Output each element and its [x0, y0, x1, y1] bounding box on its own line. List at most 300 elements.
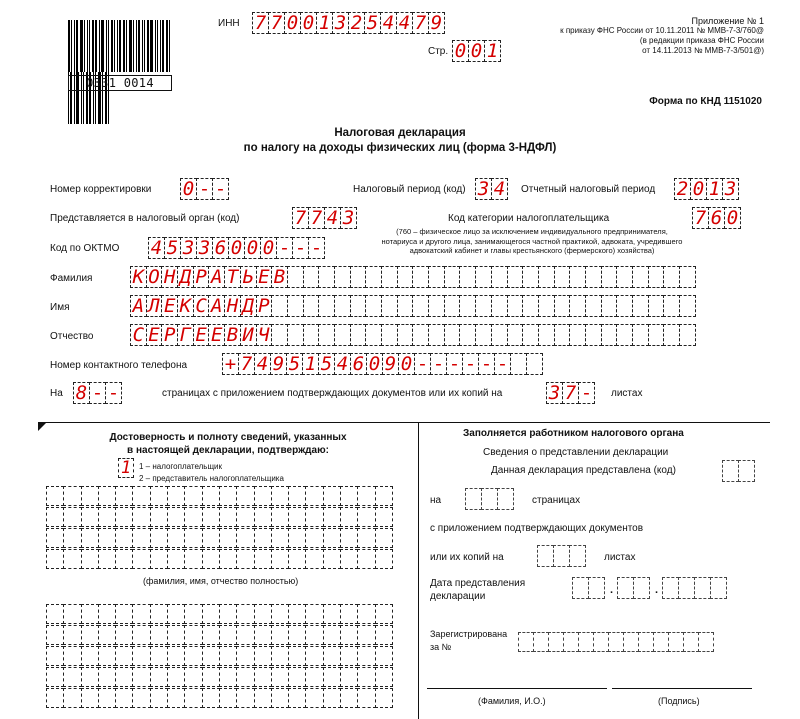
date-label-line: декларации — [430, 591, 486, 602]
char-cell — [491, 324, 508, 346]
char-cell — [202, 625, 220, 645]
barcode-bar — [101, 20, 104, 72]
char-cell — [638, 632, 654, 652]
char-cell — [350, 266, 367, 288]
char-cell — [608, 632, 624, 652]
char-cell — [271, 324, 288, 346]
char-cell: 4 — [491, 178, 508, 200]
date-label — [430, 577, 525, 603]
char-cell — [340, 646, 358, 666]
char-cell — [184, 646, 202, 666]
appendix-line: от 14.11.2013 № ММВ-7-3/501@) — [642, 46, 764, 55]
pages-field[interactable] — [73, 382, 121, 404]
inn-label: ИНН — [218, 18, 240, 29]
char-cell — [601, 295, 618, 317]
page-number-field[interactable] — [452, 40, 500, 62]
char-cell — [132, 625, 150, 645]
char-cell — [254, 528, 272, 548]
char-cell: 2 — [674, 178, 691, 200]
barcode-bar — [126, 20, 127, 72]
char-cell — [340, 625, 358, 645]
appendix-line: к приказу ФНС России от 10.11.2011 № ММВ-7-3/760@ — [560, 26, 764, 35]
char-cell — [236, 507, 254, 527]
char-cell — [150, 507, 168, 527]
char-cell — [288, 625, 306, 645]
char-cell — [475, 266, 492, 288]
char-cell: 7 — [292, 207, 309, 229]
signer-code-field[interactable] — [118, 458, 133, 478]
representative-line-1[interactable] — [46, 604, 392, 624]
char-cell — [81, 549, 99, 569]
char-cell — [219, 507, 237, 527]
char-cell: 4 — [324, 207, 341, 229]
on-label: на — [430, 495, 442, 506]
char-cell — [167, 549, 185, 569]
char-cell — [340, 549, 358, 569]
char-cell — [357, 667, 375, 687]
patronymic-label: Отчество — [50, 331, 94, 342]
representative-line-3[interactable] — [46, 646, 392, 666]
char-cell — [357, 507, 375, 527]
char-cell — [81, 486, 99, 506]
char-cell — [219, 646, 237, 666]
char-cell — [202, 549, 220, 569]
char-cell: - — [105, 382, 122, 404]
char-cell — [46, 625, 64, 645]
char-cell — [81, 604, 99, 624]
presented-label: Данная декларация представлена (код) — [491, 465, 676, 476]
name-label: Имя — [50, 302, 70, 313]
char-cell — [323, 486, 341, 506]
presented-code-field[interactable] — [722, 460, 754, 482]
received-pages-field[interactable] — [465, 488, 513, 510]
char-cell — [150, 549, 168, 569]
char-cell — [412, 295, 429, 317]
char-cell — [397, 324, 414, 346]
char-cell — [585, 324, 602, 346]
date-day-field[interactable] — [572, 577, 604, 599]
char-cell — [115, 667, 133, 687]
char-cell: Е — [208, 324, 225, 346]
representative-line-4[interactable] — [46, 667, 392, 687]
char-cell — [63, 549, 81, 569]
char-cell: - — [276, 237, 293, 259]
char-cell — [254, 507, 272, 527]
char-cell: Е — [256, 266, 273, 288]
char-cell — [357, 604, 375, 624]
char-cell — [81, 646, 99, 666]
char-cell — [167, 604, 185, 624]
char-cell: 9 — [382, 353, 399, 375]
barcode-bar — [87, 20, 88, 72]
char-cell: 6 — [708, 207, 725, 229]
char-cell — [46, 646, 64, 666]
tax-authority-field[interactable] — [292, 207, 356, 229]
char-cell — [202, 688, 220, 708]
char-cell — [538, 324, 555, 346]
char-cell: Н — [224, 295, 241, 317]
char-cell — [465, 488, 482, 510]
char-cell — [288, 688, 306, 708]
char-cell — [63, 688, 81, 708]
char-cell — [481, 488, 498, 510]
char-cell — [698, 632, 714, 652]
report-year-field[interactable] — [674, 178, 738, 200]
char-cell — [271, 528, 289, 548]
char-cell: 5 — [364, 12, 381, 34]
char-cell — [81, 688, 99, 708]
char-cell — [548, 632, 564, 652]
char-cell: В — [271, 266, 288, 288]
char-cell — [287, 324, 304, 346]
char-cell — [63, 625, 81, 645]
char-cell — [632, 266, 649, 288]
barcode-bar — [99, 20, 100, 72]
tax-authority-label: Представляется в налоговый орган (код) — [50, 213, 240, 224]
char-cell: 0 — [228, 237, 245, 259]
char-cell: 0 — [260, 237, 277, 259]
char-cell — [81, 625, 99, 645]
barcode-bar — [89, 20, 90, 72]
char-cell — [63, 528, 81, 548]
char-cell — [202, 528, 220, 548]
char-cell — [365, 324, 382, 346]
barcode-bar — [138, 20, 140, 72]
char-cell — [81, 507, 99, 527]
form-title: Налоговая декларация — [334, 127, 466, 139]
char-cell: Р — [256, 295, 273, 317]
signer-fio-line-3[interactable] — [46, 528, 392, 548]
char-cell: 4 — [334, 353, 351, 375]
char-cell — [303, 266, 320, 288]
char-cell — [236, 604, 254, 624]
char-cell: - — [430, 353, 447, 375]
char-cell — [340, 604, 358, 624]
phone-field[interactable] — [222, 353, 542, 375]
with-docs-label: с приложением подтверждающих документов — [430, 523, 644, 534]
char-cell — [305, 486, 323, 506]
char-cell: Т — [224, 266, 241, 288]
char-cell: Р — [193, 266, 210, 288]
char-cell: Д — [177, 266, 194, 288]
char-cell: 1 — [706, 178, 723, 200]
char-cell — [679, 324, 696, 346]
char-cell — [167, 646, 185, 666]
char-cell: К — [130, 266, 147, 288]
char-cell — [46, 667, 64, 687]
char-cell — [236, 646, 254, 666]
barcode-bar — [142, 20, 143, 72]
char-cell — [475, 295, 492, 317]
char-cell — [236, 688, 254, 708]
char-cell — [132, 486, 150, 506]
char-cell: 3 — [340, 207, 357, 229]
char-cell — [375, 667, 393, 687]
char-cell — [81, 528, 99, 548]
char-cell — [653, 632, 669, 652]
phone-label: Номер контактного телефона — [50, 360, 188, 371]
char-cell — [254, 646, 272, 666]
char-cell: 3 — [196, 237, 213, 259]
char-cell: 7 — [562, 382, 579, 404]
char-cell — [287, 266, 304, 288]
inspector-name-line — [427, 688, 607, 689]
char-cell: К — [177, 295, 194, 317]
date-dot: . — [655, 584, 659, 596]
char-cell: 1 — [302, 353, 319, 375]
category-note — [372, 227, 692, 256]
char-cell — [585, 266, 602, 288]
char-cell: И — [240, 324, 257, 346]
char-cell — [303, 295, 320, 317]
char-cell — [132, 646, 150, 666]
char-cell — [98, 688, 116, 708]
char-cell — [554, 266, 571, 288]
char-cell — [305, 688, 323, 708]
registration-number-field[interactable] — [518, 632, 713, 652]
date-year-field[interactable] — [662, 577, 726, 599]
char-cell — [683, 632, 699, 652]
char-cell — [507, 324, 524, 346]
char-cell: - — [478, 353, 495, 375]
char-cell — [475, 324, 492, 346]
char-cell — [219, 667, 237, 687]
char-cell — [632, 324, 649, 346]
char-cell — [616, 295, 633, 317]
barcode-bar — [68, 20, 70, 72]
char-cell — [538, 266, 555, 288]
char-cell: А — [208, 295, 225, 317]
char-cell — [288, 507, 306, 527]
char-cell — [601, 324, 618, 346]
char-cell: 3 — [180, 237, 197, 259]
signer-option-1: 1 – налогоплательщик — [139, 462, 223, 471]
inspector-signature-line — [612, 688, 752, 689]
char-cell — [323, 688, 341, 708]
char-cell — [132, 667, 150, 687]
pages-text: страницах с приложением подтверждающих документов или их копий на — [162, 388, 503, 399]
signer-fio-line-2[interactable] — [46, 507, 392, 527]
char-cell — [563, 632, 579, 652]
oktmo-label: Код по ОКТМО — [50, 243, 120, 254]
char-cell — [648, 266, 665, 288]
char-cell — [679, 266, 696, 288]
barcode-bar — [71, 20, 72, 72]
char-cell — [132, 688, 150, 708]
char-cell: 7 — [238, 353, 255, 375]
pages-prefix: На — [50, 388, 63, 399]
char-cell — [271, 507, 289, 527]
char-cell — [662, 577, 679, 599]
signer-fio-line-4[interactable] — [46, 549, 392, 569]
char-cell: 8 — [73, 382, 90, 404]
char-cell — [318, 324, 335, 346]
char-cell: Л — [146, 295, 163, 317]
char-cell: Е — [161, 295, 178, 317]
char-cell — [305, 604, 323, 624]
char-cell — [334, 295, 351, 317]
char-cell: 3 — [332, 12, 349, 34]
char-cell — [365, 266, 382, 288]
date-month-field[interactable] — [617, 577, 649, 599]
char-cell: 5 — [164, 237, 181, 259]
char-cell — [46, 688, 64, 708]
char-cell — [323, 528, 341, 548]
char-cell — [115, 688, 133, 708]
char-cell — [381, 266, 398, 288]
copies-field[interactable] — [546, 382, 594, 404]
char-cell — [710, 577, 727, 599]
barcode-bar — [144, 20, 145, 72]
char-cell — [323, 667, 341, 687]
char-cell: Г — [177, 324, 194, 346]
char-cell — [375, 646, 393, 666]
char-cell — [381, 324, 398, 346]
char-cell — [305, 507, 323, 527]
sheets-label: листах — [604, 552, 636, 563]
char-cell — [184, 528, 202, 548]
char-cell — [633, 577, 650, 599]
right-title: Заполняется работником налогового органа — [463, 428, 684, 439]
correction-field[interactable] — [180, 178, 228, 200]
char-cell — [357, 486, 375, 506]
char-cell — [318, 266, 335, 288]
representative-line-2[interactable] — [46, 625, 392, 645]
char-cell — [202, 486, 220, 506]
char-cell — [569, 295, 586, 317]
char-cell — [375, 625, 393, 645]
char-cell — [46, 486, 64, 506]
char-cell: 0 — [724, 207, 741, 229]
registered-label-line: за № — [430, 642, 452, 652]
char-cell — [98, 528, 116, 548]
char-cell — [184, 507, 202, 527]
char-cell: 0 — [366, 353, 383, 375]
char-cell — [375, 604, 393, 624]
char-cell — [572, 577, 589, 599]
char-cell — [288, 549, 306, 569]
char-cell: 0 — [180, 178, 197, 200]
char-cell: 4 — [254, 353, 271, 375]
category-field[interactable] — [692, 207, 740, 229]
received-copies-field[interactable] — [537, 545, 585, 567]
barcode-bar — [117, 20, 118, 72]
char-cell: 7 — [692, 207, 709, 229]
char-cell — [554, 295, 571, 317]
inspector-fio-caption: (Фамилия, И.О.) — [478, 696, 546, 706]
char-cell — [497, 488, 514, 510]
char-cell — [288, 667, 306, 687]
char-cell — [340, 528, 358, 548]
char-cell — [271, 295, 288, 317]
right-subtitle: Сведения о представлении декларации — [483, 447, 669, 458]
char-cell — [616, 266, 633, 288]
char-cell — [459, 324, 476, 346]
inn-field[interactable] — [252, 12, 444, 34]
char-cell — [491, 266, 508, 288]
char-cell — [679, 295, 696, 317]
char-cell — [287, 295, 304, 317]
char-cell — [459, 295, 476, 317]
char-cell — [150, 688, 168, 708]
char-cell: А — [208, 266, 225, 288]
char-cell: - — [446, 353, 463, 375]
char-cell — [150, 486, 168, 506]
barcode-bar — [106, 20, 107, 72]
char-cell: Е — [146, 324, 163, 346]
corner-mark — [38, 423, 46, 431]
char-cell — [522, 266, 539, 288]
correction-label: Номер корректировки — [50, 184, 152, 195]
char-cell: - — [308, 237, 325, 259]
char-cell — [323, 625, 341, 645]
char-cell — [412, 324, 429, 346]
char-cell — [46, 549, 64, 569]
barcode-bar — [169, 20, 170, 72]
char-cell — [375, 507, 393, 527]
char-cell — [538, 295, 555, 317]
signer-fio-line-1[interactable] — [46, 486, 392, 506]
barcode-bar — [160, 20, 161, 72]
char-cell — [365, 295, 382, 317]
char-cell — [350, 324, 367, 346]
char-cell — [236, 486, 254, 506]
char-cell — [219, 549, 237, 569]
char-cell — [219, 688, 237, 708]
char-cell — [236, 528, 254, 548]
char-cell — [98, 549, 116, 569]
patronymic-field[interactable] — [130, 324, 695, 346]
char-cell — [663, 266, 680, 288]
char-cell: О — [146, 266, 163, 288]
barcode-bar — [147, 20, 149, 72]
char-cell: - — [494, 353, 511, 375]
char-cell — [271, 549, 289, 569]
char-cell: 5 — [318, 353, 335, 375]
char-cell — [318, 295, 335, 317]
name-field[interactable] — [130, 295, 695, 317]
barcode-bar — [74, 20, 75, 72]
char-cell — [522, 324, 539, 346]
char-cell: 3 — [546, 382, 563, 404]
category-label: Код категории налогоплательщика — [448, 213, 610, 224]
char-cell — [533, 632, 549, 652]
char-cell — [271, 625, 289, 645]
oktmo-field[interactable] — [148, 237, 324, 259]
char-cell: 4 — [148, 237, 165, 259]
char-cell — [632, 295, 649, 317]
tax-period-field[interactable] — [475, 178, 507, 200]
char-cell — [202, 646, 220, 666]
char-cell — [507, 266, 524, 288]
char-cell — [459, 266, 476, 288]
char-cell — [305, 528, 323, 548]
char-cell: 3 — [722, 178, 739, 200]
char-cell — [184, 486, 202, 506]
char-cell — [288, 604, 306, 624]
char-cell — [305, 549, 323, 569]
char-cell — [428, 295, 445, 317]
char-cell — [271, 688, 289, 708]
char-cell — [132, 604, 150, 624]
representative-line-5[interactable] — [46, 688, 392, 708]
char-cell — [616, 324, 633, 346]
char-cell: - — [414, 353, 431, 375]
registered-label — [430, 628, 507, 654]
surname-field[interactable] — [130, 266, 695, 288]
barcode-bar — [155, 20, 156, 72]
char-cell: 7 — [308, 207, 325, 229]
